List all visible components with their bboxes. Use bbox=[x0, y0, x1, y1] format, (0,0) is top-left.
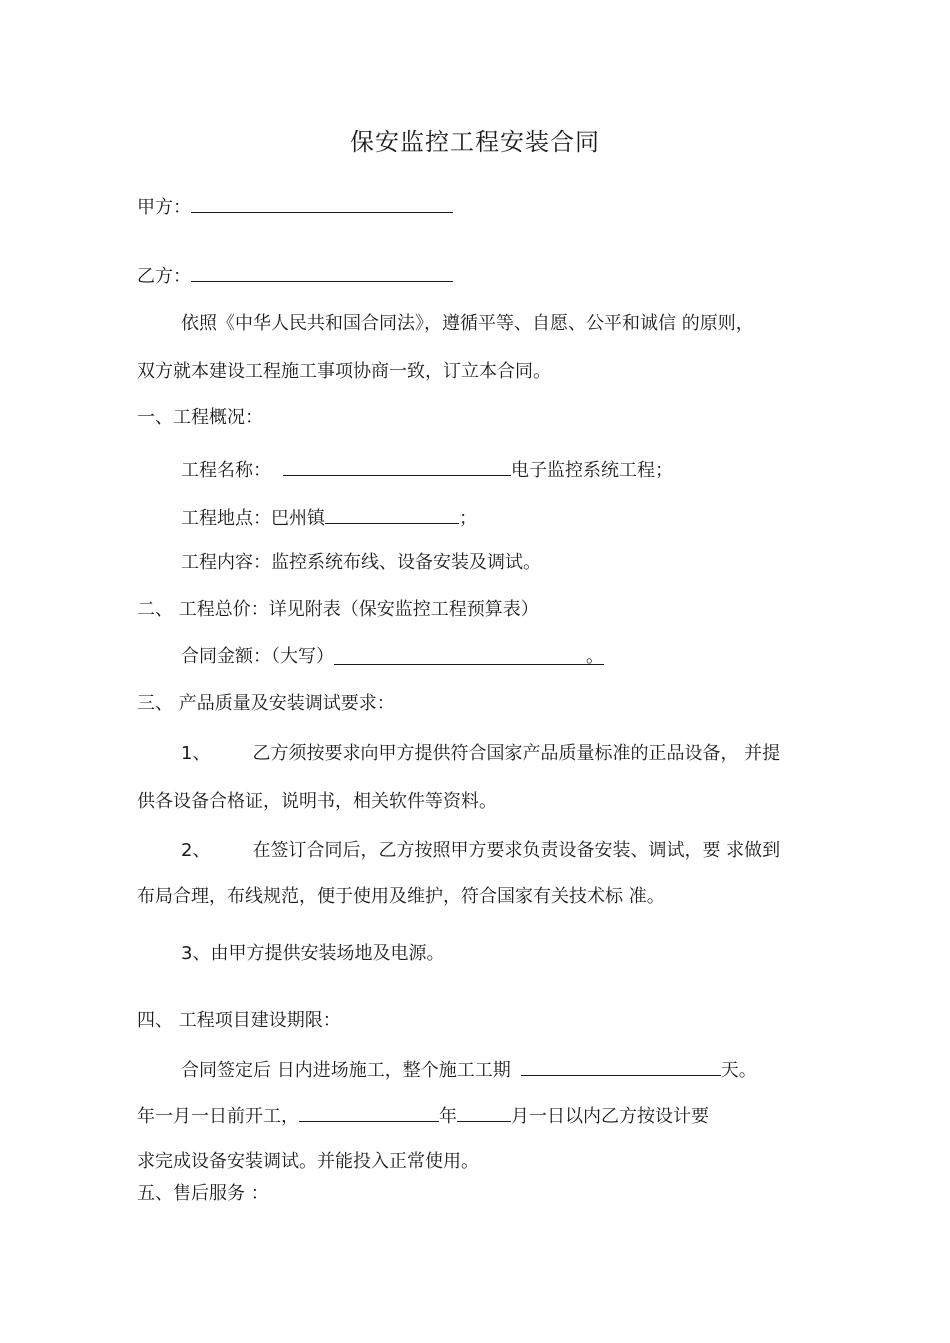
party-b-line bbox=[137, 263, 453, 288]
section-3-heading: 三、 产品质量及安装调试要求： bbox=[137, 693, 395, 714]
contract-amount-suffix: 。 bbox=[586, 646, 604, 667]
project-location-suffix: ； bbox=[459, 508, 477, 529]
schedule-line-1 bbox=[181, 1057, 757, 1082]
item-1-line bbox=[181, 743, 780, 765]
item-2-text: 在签订合同后，乙方按照甲方要求负责设备安装、调试，要 求做到 bbox=[252, 840, 781, 861]
page-title: 保安监控工程安装合同 bbox=[350, 128, 600, 156]
project-location-line bbox=[181, 505, 477, 530]
schedule-line-1-suffix: 天。 bbox=[720, 1060, 757, 1081]
schedule-line-3: 求完成设备安装调试。并能投入正常使用。 bbox=[137, 1151, 479, 1172]
project-content-line: 工程内容：监控系统布线、设备安装及调试。 bbox=[181, 552, 541, 573]
party-a-line bbox=[137, 194, 453, 219]
party-a-blank bbox=[191, 194, 453, 213]
year-label: 年 bbox=[439, 1106, 457, 1127]
item-1-continuation: 供各设备合格证，说明书，相关软件等资料。 bbox=[137, 791, 497, 812]
section-2-heading: 二、 工程总价：详见附表（保安监控工程预算表） bbox=[137, 599, 539, 620]
completion-year-blank bbox=[299, 1103, 439, 1122]
project-name-suffix: 电子监控系统工程； bbox=[511, 460, 673, 481]
item-2-continuation: 布局合理，布线规范，便于使用及维护，符合国家有关技术标 准。 bbox=[137, 886, 665, 907]
item-3-line: 3、由甲方提供安装场地及电源。 bbox=[181, 943, 445, 964]
party-b-label: 乙方： bbox=[137, 266, 191, 287]
project-name-blank bbox=[283, 457, 511, 476]
intro-line-1: 依照《中华人民共和国合同法》，遵循平等、自愿、公平和诚信 的原则， bbox=[181, 313, 754, 334]
item-1-number: 1、 bbox=[181, 743, 211, 764]
contract-amount-blank bbox=[334, 646, 604, 665]
completion-text: 月一日以内乙方按设计要 bbox=[511, 1106, 709, 1127]
project-name-line bbox=[181, 457, 673, 482]
schedule-line-1-text: 合同签定后 日内进场施工，整个施工工期 bbox=[181, 1060, 511, 1081]
item-2-number: 2、 bbox=[181, 840, 211, 861]
intro-line-2: 双方就本建设工程施工事项协商一致，订立本合同。 bbox=[137, 361, 551, 382]
schedule-line-2 bbox=[137, 1103, 709, 1128]
item-1-text: 乙方须按要求向甲方提供符合国家产品质量标准的正品设备， 并提 bbox=[252, 743, 781, 764]
project-name-label: 工程名称： bbox=[181, 460, 271, 481]
project-location-blank bbox=[325, 505, 459, 524]
completion-month-blank bbox=[457, 1103, 511, 1122]
contract-amount-label: 合同金额：（大写） bbox=[181, 646, 334, 667]
start-date-text: 年一月一日前开工， bbox=[137, 1106, 299, 1127]
section-4-heading: 四、 工程项目建设期限： bbox=[137, 1010, 341, 1031]
project-location-label: 工程地点：巴州镇 bbox=[181, 508, 325, 529]
section-1-heading: 一、工程概况： bbox=[137, 407, 263, 428]
party-a-label: 甲方： bbox=[137, 197, 191, 218]
item-2-line bbox=[181, 840, 780, 862]
section-5-heading: 五、售后服务 ： bbox=[137, 1183, 269, 1204]
contract-amount-line bbox=[181, 646, 604, 668]
party-b-blank bbox=[191, 263, 453, 282]
construction-period-blank bbox=[521, 1057, 721, 1076]
